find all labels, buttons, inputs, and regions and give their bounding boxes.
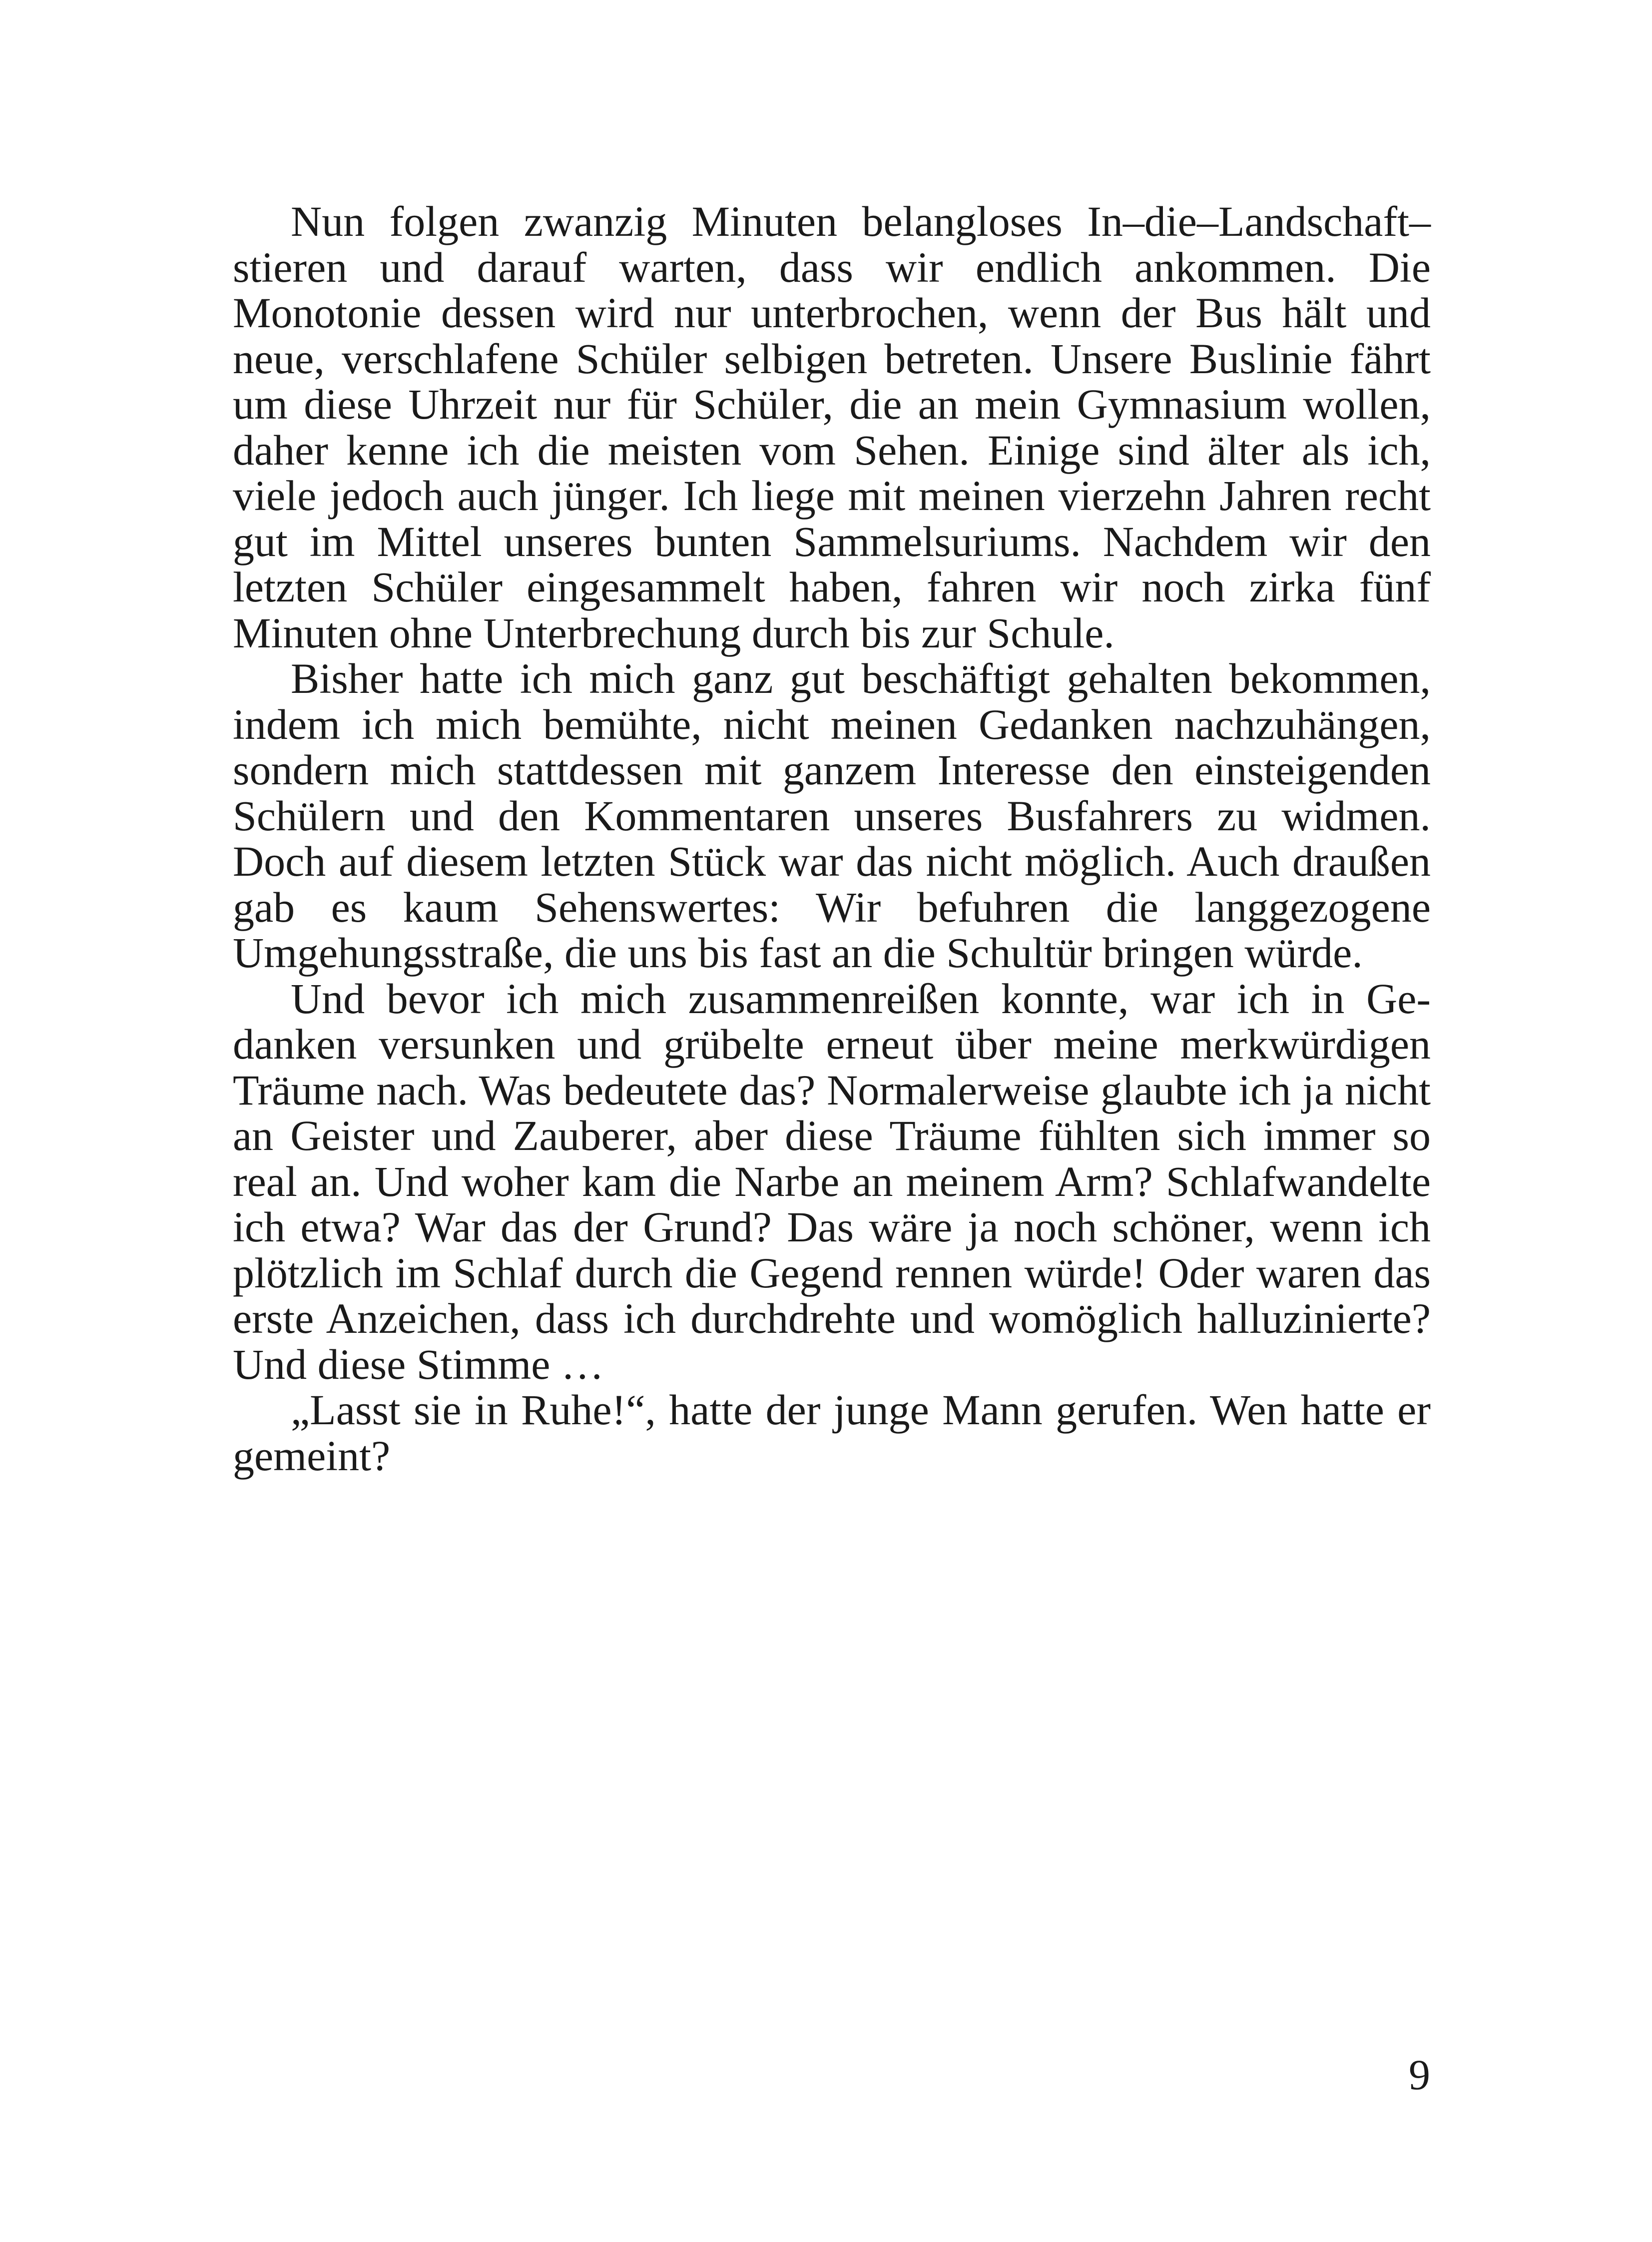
paragraph-1: Nun folgen zwanzig Minuten belangloses In–die–Landschaft–stieren und darauf warten, dass wir endlich ankommen. Die Monotonie dessen wird nur unterbrochen, wenn der Bus hält und neue, verschlafene Schüler selbigen betreten. Unsere Buslinie fährt um diese Uhrzeit nur für Schüler, die an mein Gymnasium wollen, daher kenne ich die meisten vom Sehen. Einige sind älter als ich, viele jedoch auch jünger. Ich liege mit meinen vierzehn Jahren recht gut im Mittel unseres bunten Sammelsuriums. Nachdem wir den letzten Schüler eingesammelt haben, fahren wir noch zirka fünf Minuten ohne Unterbrechung durch bis zur Schule. <box>233 197 1431 657</box>
paragraph-3: Und bevor ich mich zusammenreißen konnte, war ich in Gedanken versunken und grübelte erneut über meine merkwürdigen Träume nach. Was bedeutete das? Normalerweise glaubte ich ja nicht an Geister und Zauberer, aber diese Träume fühlten sich immer so real an. Und woher kam die Narbe an meinem Arm? Schlafwandelte ich etwa? War das der Grund? Das wäre ja noch schöner, wenn ich plötzlich im Schlaf durch die Gegend rennen würde! Oder waren das erste Anzeichen, dass ich durchdrehte und womöglich halluzinierte? Und diese Stimme … <box>233 974 1431 1388</box>
body-text <box>233 199 1431 1479</box>
page-number: 9 <box>1409 2051 1430 2099</box>
paragraph-2: Bisher hatte ich mich ganz gut beschäftigt gehalten bekommen, indem ich mich bemühte, nicht meinen Gedanken nachzuhängen, sondern mich stattdessen mit ganzem Interesse den einsteigenden Schülern und den Kommentaren unseres Busfahrers zu widmen. Doch auf diesem letzten Stück war das nicht möglich. Auch draußen gab es kaum Sehenswertes: Wir befuhren die langgezogene Umgehungsstraße, die uns bis fast an die Schultür bringen würde. <box>233 654 1431 977</box>
paragraph-4: „Lasst sie in Ruhe!“, hatte der junge Mann gerufen. Wen hatte er gemeint? <box>233 1386 1431 1480</box>
